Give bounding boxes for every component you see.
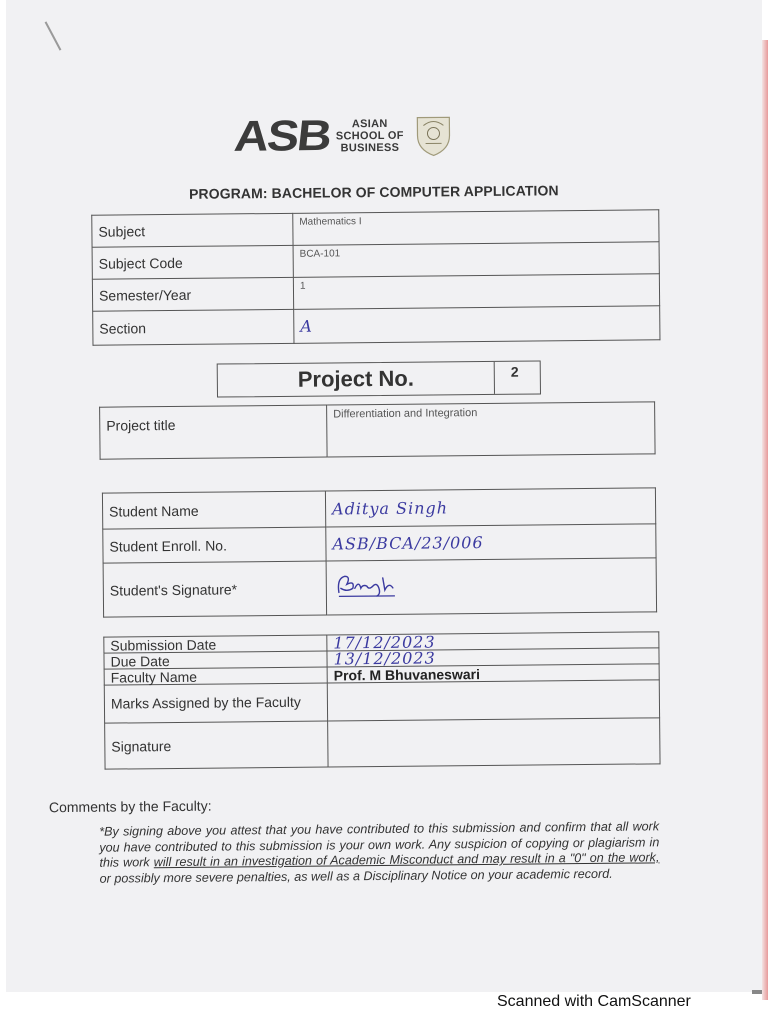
disclaimer-part-1: *By signing above you attest that you have contributed to this submission and confirm that all work you have contributed to this submission is your own work. Any suspicion of copying or plagiarism in this work xyxy=(99,819,660,870)
student-name-label: Student Name xyxy=(102,491,325,529)
project-number-box xyxy=(217,360,541,397)
student-signature-label: Student's Signature* xyxy=(103,561,327,617)
program-heading: PROGRAM: BACHELOR OF COMPUTER APPLICATION xyxy=(188,182,559,202)
table-row xyxy=(102,488,655,529)
comments-label: Comments by the Faculty: xyxy=(48,797,212,816)
semester-label: Semester/Year xyxy=(92,277,293,311)
due-date-label: Due Date xyxy=(104,651,327,669)
section-label: Section xyxy=(93,309,294,345)
disclaimer-text xyxy=(99,819,660,886)
table-row xyxy=(93,306,660,345)
logo-line-1: ASIAN xyxy=(351,117,388,131)
logo-word: ASB xyxy=(232,112,333,161)
project-title-value: Differentiation and Integration xyxy=(327,402,655,457)
marks-value xyxy=(327,680,659,721)
subject-label: Subject xyxy=(92,213,293,247)
project-title-label: Project title xyxy=(100,405,327,459)
due-date-value: 13/12/2023 xyxy=(327,648,659,667)
asb-logo xyxy=(234,111,456,161)
student-name-value: Aditya Singh xyxy=(325,488,655,527)
table-row xyxy=(103,558,656,617)
subject-code-label: Subject Code xyxy=(92,245,293,279)
student-table xyxy=(102,487,657,617)
semester-value: 1 xyxy=(293,274,659,310)
table-row xyxy=(103,524,656,563)
faculty-value: Prof. M Bhuvaneswari xyxy=(327,664,659,683)
enroll-value: ASB/BCA/23/006 xyxy=(326,524,656,561)
subject-value: Mathematics I xyxy=(293,210,659,246)
faculty-label: Faculty Name xyxy=(104,667,327,685)
logo-subtitle xyxy=(336,118,404,155)
submission-date-value: 17/12/2023 xyxy=(327,632,659,651)
faculty-signature-label: Signature xyxy=(105,721,328,769)
section-value: A xyxy=(294,306,660,344)
corner-bar xyxy=(752,990,762,994)
crest-icon xyxy=(412,113,456,157)
submission-table xyxy=(103,631,660,769)
submission-date-label: Submission Date xyxy=(104,635,327,653)
subject-table xyxy=(91,209,660,345)
project-label: Project No. xyxy=(218,362,495,397)
scanner-watermark: Scanned with CamScanner xyxy=(497,993,691,1010)
table-row xyxy=(105,718,660,769)
student-signature xyxy=(326,558,657,615)
disclaimer-underlined: will result in an investigation of Academic Misconduct and may result in a "0" on the work, xyxy=(153,850,660,870)
enroll-label: Student Enroll. No. xyxy=(103,527,326,563)
signature-icon xyxy=(333,570,413,601)
marks-label: Marks Assigned by the Faculty xyxy=(104,683,327,723)
table-row xyxy=(100,402,655,459)
logo-line-2: SCHOOL OF xyxy=(335,129,404,143)
table-row xyxy=(104,680,659,723)
project-number: 2 xyxy=(510,363,519,380)
disclaimer-part-2: or possibly more severe penalties, as well as a Disciplinary Notice on your academic record. xyxy=(99,866,613,886)
logo-line-3: BUSINESS xyxy=(340,141,400,155)
faculty-signature-value xyxy=(328,718,660,767)
project-title-table xyxy=(99,401,655,459)
subject-code-value: BCA-101 xyxy=(293,242,659,278)
